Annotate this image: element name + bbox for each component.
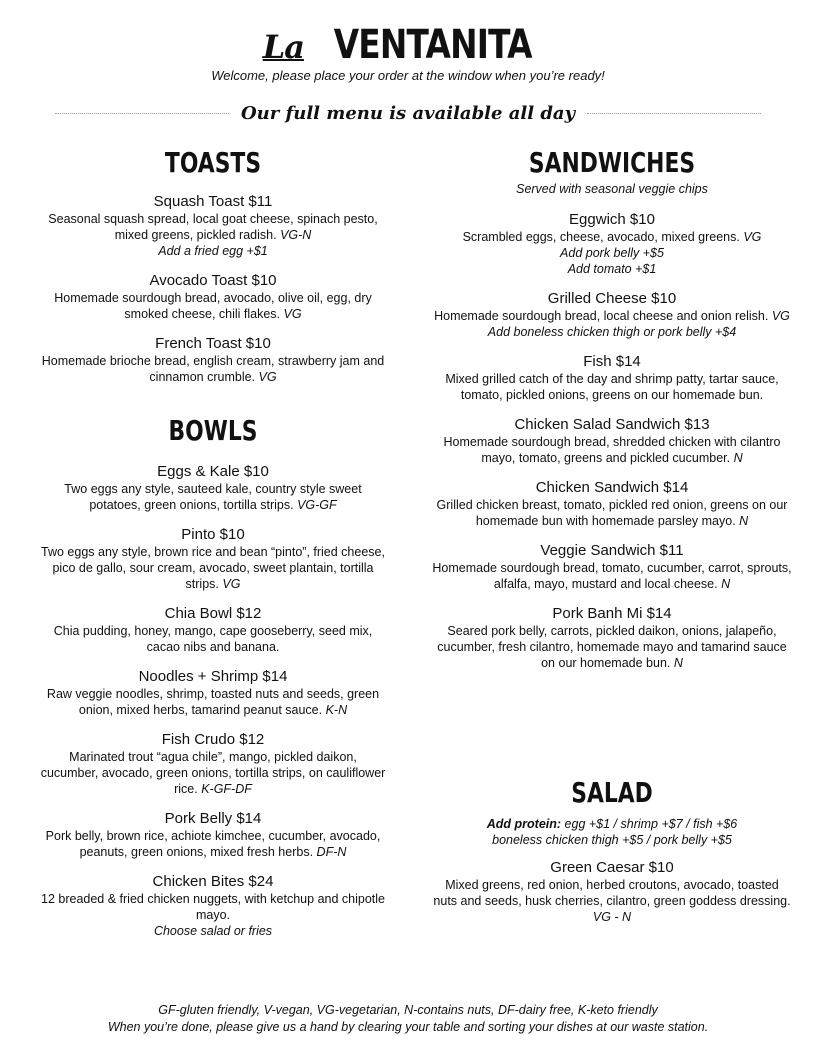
section-title-salad: SALAD	[571, 776, 653, 809]
menu-item	[432, 415, 792, 466]
menu-item	[432, 478, 792, 529]
menu-item	[40, 730, 386, 797]
menu-item-description	[40, 828, 386, 860]
add-protein-label: Add protein:	[486, 817, 562, 831]
logo-wordmark: VENTANITA	[333, 22, 532, 68]
menu-item-name: Pork Banh Mi $14	[552, 605, 672, 622]
menu-item-addon-note: Add a fried egg +$1	[158, 244, 268, 258]
dietary-tag: K-GF-DF	[201, 782, 252, 796]
menu-item-name: Fish Crudo $12	[161, 731, 265, 748]
menu-item-description-text: Homemade sourdough bread, tomato, cucumber, carrot, sprouts, alfalfa, mayo, mustard and local cheese.	[432, 561, 792, 591]
menu-item-description	[40, 544, 386, 592]
dietary-tag: VG	[222, 577, 241, 591]
dotted-divider-right	[587, 113, 761, 114]
sandwiches-section	[432, 146, 792, 671]
dietary-tag: N	[721, 577, 731, 591]
menu-item-description	[40, 891, 386, 923]
menu-item	[40, 334, 386, 385]
menu-item-description	[432, 623, 792, 671]
menu-item-addon-note: Choose salad or fries	[153, 924, 273, 938]
menu-item-name: Pork Belly $14	[164, 810, 262, 827]
menu-item-description-text: Two eggs any style, brown rice and bean “pinto”, fried cheese, pico de gallo, sour cream, avocado, sweet plantain, tortilla strips.	[41, 545, 385, 591]
menu-item	[432, 352, 792, 403]
menu-item-description-text: Homemade sourdough bread, shredded chicken with cilantro mayo, tomato, greens and pickled cucumber.	[443, 435, 781, 465]
menu-item-description-text: Chia pudding, honey, mango, cape gooseberry, seed mix, cacao nibs and banana.	[53, 624, 373, 654]
menu-item-description-text: Homemade sourdough bread, local cheese and onion relish.	[434, 309, 769, 323]
menu-item	[40, 872, 386, 939]
menu-item-description-text: Two eggs any style, sauteed kale, country style sweet potatoes, green onions, tortilla strips.	[64, 482, 362, 512]
menu-item-description	[40, 623, 386, 655]
menu-item-description-text: Mixed greens, red onion, herbed croutons, avocado, toasted nuts and seeds, husk cherries, cilantro, green goddess dressing.	[433, 878, 791, 908]
menu-item-description-text: Pork belly, brown rice, achiote kimchee, cucumber, avocado, peanuts, green onions, mixed fresh herbs.	[45, 829, 381, 859]
add-protein-line1: egg +$1 / shrimp +$7 / fish +$6	[564, 817, 738, 831]
menu-item-addon-note: Add tomato +$1	[567, 262, 657, 276]
dietary-tag: VG	[258, 370, 277, 384]
dietary-tag: VG	[771, 309, 790, 323]
bowls-section	[40, 414, 386, 939]
menu-item	[432, 210, 792, 277]
menu-item-description	[40, 749, 386, 797]
dietary-tag: DF-N	[316, 845, 347, 859]
logo-script: La	[262, 28, 304, 66]
menu-item-name: Chicken Bites $24	[152, 873, 274, 890]
salad-section	[432, 776, 792, 925]
dietary-tag: VG - N	[592, 910, 632, 924]
menu-item-name: Fish $14	[583, 353, 641, 370]
menu-item	[40, 667, 386, 718]
menu-item	[40, 809, 386, 860]
dietary-legend: GF-gluten friendly, V-vegan, VG-vegetarian, N-contains nuts, DF-dairy free, K-keto friendly	[158, 1003, 658, 1017]
menu-item-description-text: Homemade sourdough bread, avocado, olive oil, egg, dry smoked cheese, chili flakes.	[54, 291, 372, 321]
menu-item-name: Chicken Sandwich $14	[535, 479, 689, 496]
menu-item	[432, 541, 792, 592]
sandwiches-subtitle: Served with seasonal veggie chips	[516, 182, 708, 196]
menu-item-name: Chia Bowl $12	[164, 605, 262, 622]
menu-item-description	[40, 686, 386, 718]
menu-item-description	[40, 481, 386, 513]
menu-item-description	[40, 290, 386, 322]
menu-item-name: Veggie Sandwich $11	[540, 542, 684, 559]
menu-item-name: Pinto $10	[181, 526, 245, 543]
menu-item-name: Eggwich $10	[569, 211, 655, 228]
menu-item-name: Squash Toast $11	[153, 193, 273, 210]
section-title-sandwiches: SANDWICHES	[528, 146, 696, 179]
menu-item	[40, 271, 386, 322]
section-title-toasts: TOASTS	[164, 146, 262, 179]
welcome-message: Welcome, please place your order at the window when you’re ready!	[211, 68, 605, 83]
menu-item-description	[432, 434, 792, 466]
menu-item	[432, 858, 792, 925]
menu-item-name: Avocado Toast $10	[149, 272, 277, 289]
menu-item-name: Grilled Cheese $10	[547, 290, 677, 307]
footer	[0, 1002, 816, 1036]
dietary-tag: VG	[743, 230, 762, 244]
dietary-tag: VG-N	[280, 228, 312, 242]
dietary-tag: N	[733, 451, 743, 465]
menu-item-description	[432, 877, 792, 925]
dietary-tag: K-N	[325, 703, 348, 717]
menu-item	[40, 192, 386, 259]
toasts-section	[40, 146, 386, 385]
menu-item-description	[40, 211, 386, 243]
dietary-tag: VG	[283, 307, 302, 321]
dietary-tag: N	[673, 656, 683, 670]
menu-item-name: Chicken Salad Sandwich $13	[514, 416, 710, 433]
tagline-row	[55, 98, 761, 128]
menu-item	[40, 525, 386, 592]
menu-item-addon-note: Add pork belly +$5	[560, 246, 664, 260]
menu-item-name: French Toast $10	[155, 335, 271, 352]
menu-item-description-text: Mixed grilled catch of the day and shrimp patty, tartar sauce, tomato, pickled onions, greens on our homemade bun.	[445, 372, 779, 402]
tagline: Our full menu is available all day	[240, 102, 576, 124]
menu-item-description	[432, 308, 792, 324]
menu-item-description-text: Marinated trout “agua chile”, mango, pickled daikon, cucumber, avocado, green onions, tortilla strips, on cauliflower rice.	[40, 750, 386, 796]
menu-item-name: Eggs & Kale $10	[157, 463, 269, 480]
menu-item-description	[432, 497, 792, 529]
menu-item	[40, 462, 386, 513]
menu-item-description	[40, 353, 386, 385]
logo	[0, 22, 816, 68]
menu-item-name: Green Caesar $10	[550, 859, 674, 876]
menu-item-description	[432, 371, 792, 403]
menu-item-description-text: Seared pork belly, carrots, pickled daikon, onions, jalapeño, cucumber, fresh cilantro, homemade mayo and tamarind sauce on our homemade bun.	[437, 624, 787, 670]
menu-item-description-text: Scrambled eggs, cheese, avocado, mixed greens.	[462, 230, 740, 244]
menu-item-addon-note: Add boneless chicken thigh or pork belly +$4	[487, 325, 737, 339]
menu-item	[432, 604, 792, 671]
dotted-divider-left	[55, 113, 229, 114]
dietary-tag: N	[739, 514, 749, 528]
menu-item	[40, 604, 386, 655]
menu-item-description	[432, 560, 792, 592]
add-protein-line2: boneless chicken thigh +$5 / pork belly +$5	[492, 833, 732, 847]
add-protein-note	[432, 816, 792, 848]
menu-item-description-text: Seasonal squash spread, local goat cheese, spinach pesto, mixed greens, pickled radish.	[48, 212, 378, 242]
menu-item	[432, 289, 792, 340]
dietary-tag: VG-GF	[297, 498, 337, 512]
menu-item-description	[432, 229, 792, 245]
menu-item-name: Noodles + Shrimp $14	[138, 668, 288, 685]
menu-item-description-text: Homemade brioche bread, english cream, strawberry jam and cinnamon crumble.	[41, 354, 385, 384]
menu-item-description-text: Grilled chicken breast, tomato, pickled red onion, greens on our homemade bun with homemade parsley mayo.	[436, 498, 788, 528]
menu-item-description-text: 12 breaded & fried chicken nuggets, with ketchup and chipotle mayo.	[41, 892, 385, 922]
clearing-note: When you’re done, please give us a hand by clearing your table and sorting your dishes at our waste station.	[107, 1020, 709, 1034]
menu-item-description-text: Raw veggie noodles, shrimp, toasted nuts and seeds, green onion, mixed herbs, tamarind peanut sauce.	[46, 687, 380, 717]
section-title-bowls: BOWLS	[168, 414, 258, 447]
